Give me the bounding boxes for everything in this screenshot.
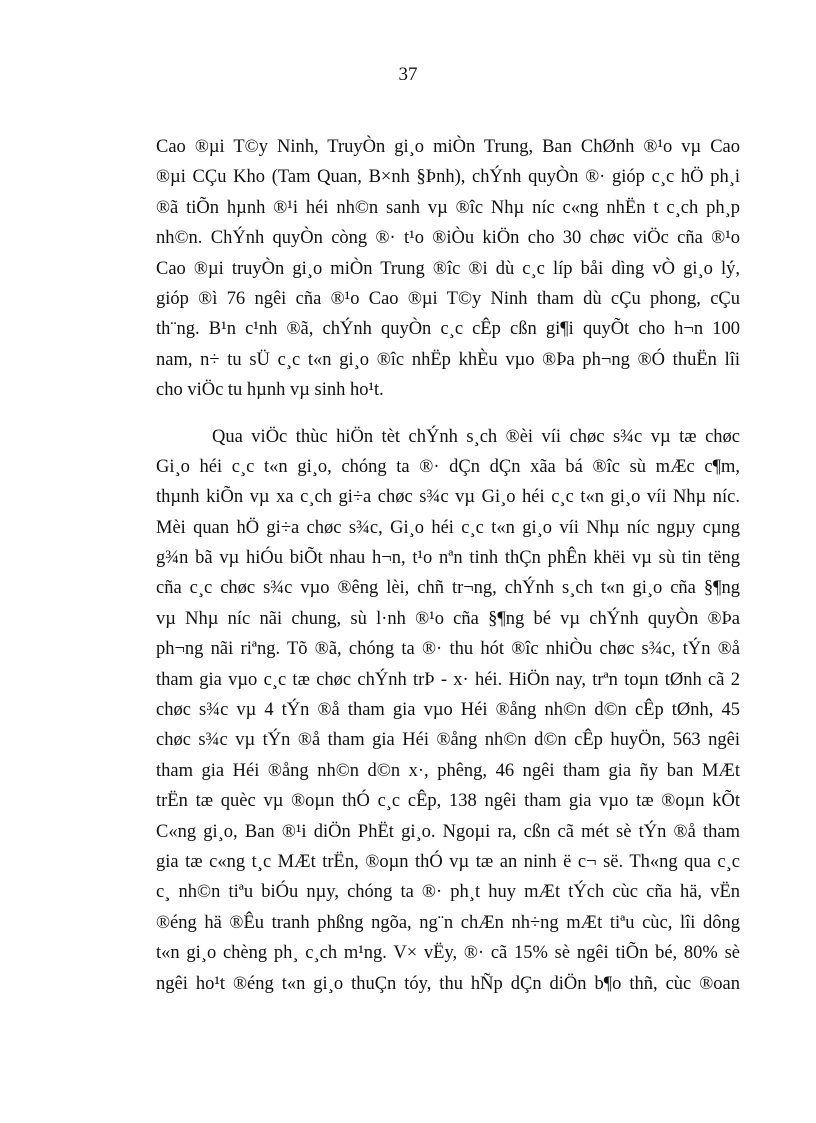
text-line: tham gia vµo c¸c tæ chøc chÝnh trÞ - x· héi. HiÖn nay, trªn toµn tØnh cã 2 [156, 669, 740, 690]
text-line: t«n gi¸o chèng ph¸ c¸ch m¹ng. V× vËy, ®· cã 15% sè ngêi tiÕn bé, 80% sè [156, 943, 740, 964]
text-line: gióp ®ì 76 ngêi cña ®¹o Cao ®µi T©y Ninh tham dù cÇu phong, cÇu [156, 288, 740, 309]
text-line: Cao ®µi truyÒn gi¸o miÒn Trung ®îc ®i dù c¸c líp båi dìng vÒ gi¸o lý, [156, 258, 740, 279]
text-line: th¨ng. B¹n c¹nh ®ã, chÝnh quyÒn c¸c cÊp cßn gi¶i quyÕt cho h¬n 100 [156, 319, 740, 340]
text-line: nam, n÷ tu sÜ c¸c t«n gi¸o ®îc nhËp khÈu vµo ®Þa ph¬ng ®Ó thuËn lîi [156, 349, 740, 370]
text-line: c¸ nh©n tiªu biÓu nµy, chóng ta ®· ph¸t huy mÆt tÝch cùc cña hä, vËn [156, 882, 740, 903]
text-line: tham gia Héi ®ång nh©n d©n x·, phêng, 46 ngêi tham gia ñy ban MÆt [156, 760, 740, 781]
text-line: cña c¸c chøc s¾c vµo ®êng lèi, chñ tr¬ng, chÝnh s¸ch t«n gi¸o cña §¶ng [156, 578, 740, 599]
text-line: g¾n bã vµ hiÓu biÕt nhau h¬n, t¹o nªn tinh thÇn phÊn khëi vµ sù tin tëng [156, 548, 740, 569]
text-line: ®ã tiÕn hµnh ®¹i héi nh©n sanh vµ ®îc Nhµ níc c«ng nhËn t c¸ch ph¸p [156, 197, 740, 218]
text-line: Mèi quan hÖ gi÷a chøc s¾c, Gi¸o héi c¸c t«n gi¸o víi Nhµ níc ngµy cµng [156, 517, 740, 538]
text-line: cho viÖc tu hµnh vµ sinh ho¹t. [156, 380, 384, 401]
paragraph-2 [156, 422, 740, 999]
paragraph-1 [156, 132, 740, 406]
body-text [156, 132, 740, 999]
text-line: Cao ®µi T©y Ninh, TruyÒn gi¸o miÒn Trung, Ban ChØnh ®¹o vµ Cao [156, 137, 740, 157]
text-line: thµnh kiÕn vµ xa c¸ch gi÷a chøc s¾c vµ Gi¸o héi c¸c t«n gi¸o víi Nhµ níc. [156, 487, 740, 508]
text-line: Gi¸o héi c¸c t«n gi¸o, chóng ta ®· dÇn dÇn xãa bá ®îc sù mÆc c¶m, [156, 456, 740, 477]
text-line: C«ng gi¸o, Ban ®¹i diÖn PhËt gi¸o. Ngoµi ra, cßn cã mét sè tÝn ®å tham [156, 821, 740, 842]
text-line: Qua viÖc thùc hiÖn tèt chÝnh s¸ch ®èi víi chøc s¾c vµ tæ chøc [212, 426, 740, 447]
text-line: gia tæ c«ng t¸c MÆt trËn, ®oµn thÓ vµ tæ an ninh ë c¬ së. Th«ng qua c¸c [156, 851, 740, 872]
text-line: vµ Nhµ níc nãi chung, sù l·nh ®¹o cña §¶ng bé vµ chÝnh quyÒn ®Þa [156, 608, 740, 629]
text-line: ngêi ho¹t ®éng t«n gi¸o thuÇn tóy, thu hÑp dÇn diÖn b¶o thñ, cùc ®oan [156, 973, 740, 994]
text-line: nh©n. ChÝnh quyÒn còng ®· t¹o ®iÒu kiÖn cho 30 chøc viÖc cña ®¹o [156, 228, 740, 249]
text-line: trËn tæ quèc vµ ®oµn thÓ c¸c cÊp, 138 ngêi tham gia vµo tæ ®oµn kÕt [156, 791, 740, 812]
text-line: chøc s¾c vµ tÝn ®å tham gia Héi ®ång nh©n d©n cÊp huyÖn, 563 ngêi [156, 730, 740, 751]
text-line: ph¬ng nãi riªng. Tõ ®ã, chóng ta ®· thu hót ®îc nhiÒu chøc s¾c, tÝn ®å [156, 639, 740, 660]
page-number: 37 [398, 64, 418, 85]
text-line: ®éng hä ®Êu tranh phßng ngõa, ng¨n chÆn nh÷ng mÆt tiªu cùc, lîi dông [156, 912, 740, 933]
text-line: ®µi CÇu Kho (Tam Quan, B×nh §Þnh), chÝnh quyÒn ®· gióp c¸c hÖ ph¸i [156, 167, 740, 188]
text-line: chøc s¾c vµ 4 tÝn ®å tham gia vµo Héi ®ång nh©n d©n cÊp tØnh, 45 [156, 700, 740, 721]
